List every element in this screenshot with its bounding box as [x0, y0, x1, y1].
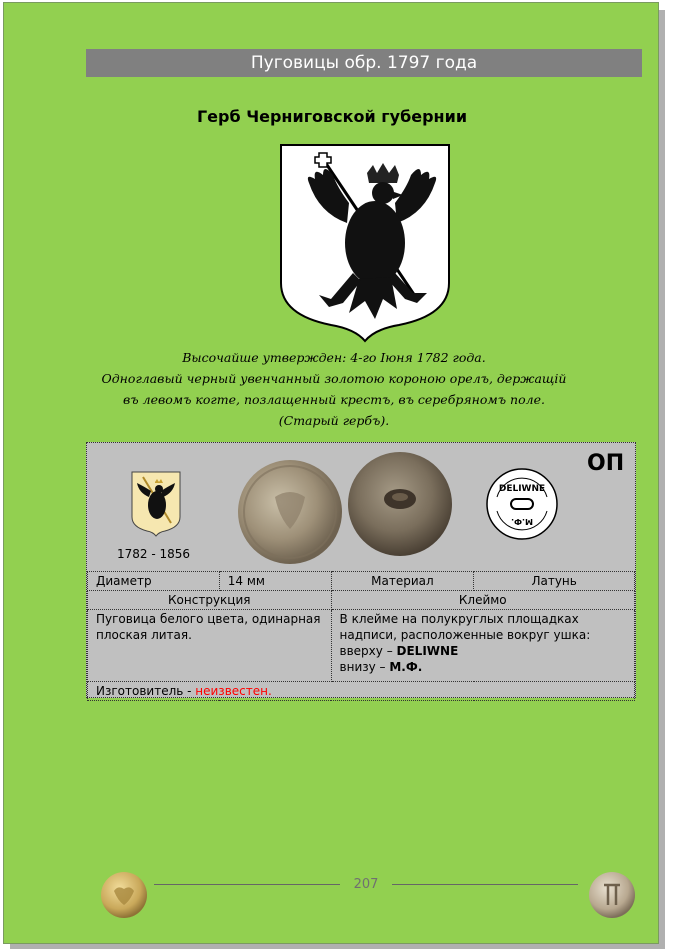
coat-of-arms-description	[64, 347, 604, 431]
description-line: въ левомъ когте, позлащенный крестъ, въ серебряномъ поле.	[123, 392, 545, 407]
description-line: Одноглавый черный увенчанный золотою короною орелъ, держащій	[101, 371, 567, 386]
maker-value: неизвестен.	[195, 684, 272, 698]
button-back-photo	[345, 449, 455, 559]
coat-of-arms-title: Герб Черниговской губернии	[196, 107, 468, 126]
footer-divider-left	[154, 884, 340, 885]
mark-bottom-text: M.Ф.	[511, 517, 533, 526]
page-shadow-bottom	[10, 944, 665, 949]
mark-top-text: DELIWNE	[498, 484, 546, 494]
mark-top-line	[340, 643, 626, 659]
diameter-value: 14 мм	[219, 572, 331, 591]
mark-bottom-line	[340, 659, 626, 675]
page-number: 207	[353, 877, 379, 892]
button-card	[86, 442, 636, 698]
mark-top-prefix: вверху –	[339, 644, 397, 658]
years-in-use: 1782 - 1856	[117, 547, 191, 561]
mark-top-value: DELIWNE	[396, 644, 459, 658]
mark-bottom-value: M.Ф.	[389, 660, 423, 674]
footer-divider-right	[392, 884, 578, 885]
mark-header: Клеймо	[331, 591, 634, 610]
page-shadow-right	[659, 10, 665, 948]
button-front-photo	[235, 457, 345, 567]
eagle-button-icon	[100, 871, 148, 919]
mark-intro: В клейме на полукруглых площадках надписи, расположенные вокруг ушка:	[339, 612, 591, 642]
description-line: (Старый гербъ).	[278, 413, 390, 428]
mark-text	[331, 610, 634, 682]
monogram-button-icon	[588, 871, 636, 919]
description-line: Высочайше утвержден: 4-го Іюня 1782 года.	[182, 350, 486, 365]
diameter-label: Диаметр	[88, 572, 220, 591]
specs-table	[87, 571, 635, 701]
maker-mark-diagram	[485, 467, 559, 541]
maker-row	[88, 682, 635, 701]
construction-header: Конструкция	[88, 591, 332, 610]
coat-of-arms-thumbnail	[131, 471, 181, 537]
material-value: Латунь	[474, 572, 635, 591]
chernigov-coat-of-arms-image	[279, 143, 451, 343]
page	[3, 2, 659, 944]
page-banner: Пуговицы обр. 1797 года	[86, 49, 642, 77]
maker-label: Изготовитель -	[96, 684, 196, 698]
type-code: ОП	[587, 451, 625, 476]
material-label: Материал	[331, 572, 474, 591]
construction-text: Пуговица белого цвета, одинарная плоская литая.	[88, 610, 332, 682]
mark-bottom-prefix: внизу –	[339, 660, 390, 674]
